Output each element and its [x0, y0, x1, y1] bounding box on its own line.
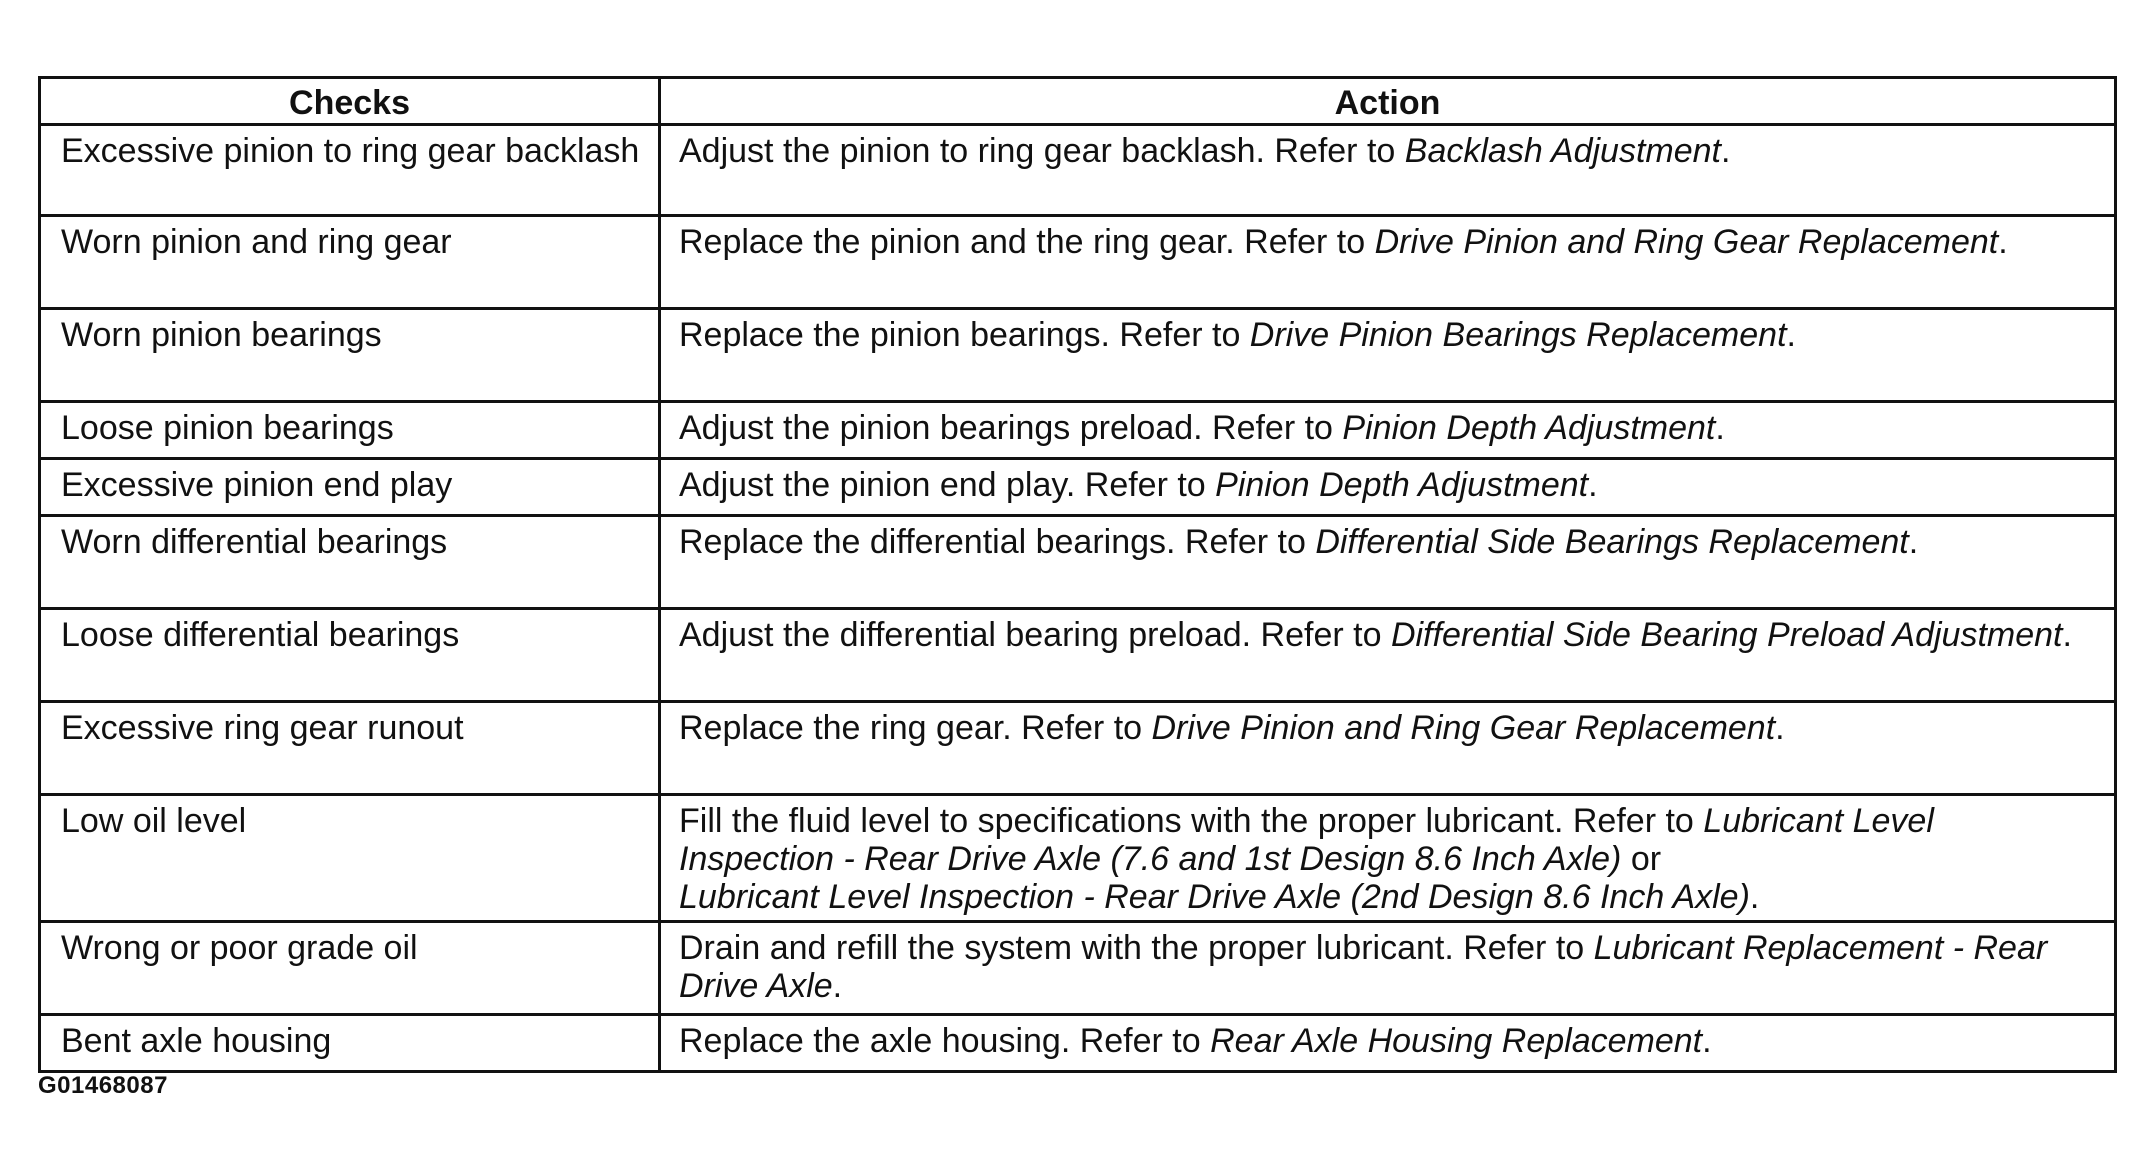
check-cell: Excessive pinion end play	[40, 459, 660, 516]
action-text: Drain and refill the system with the proper lubricant. Refer to	[679, 929, 1594, 967]
action-text: Adjust the pinion bearings preload. Refer to	[679, 409, 1343, 447]
check-cell: Wrong or poor grade oil	[40, 922, 660, 1015]
check-cell: Bent axle housing	[40, 1015, 660, 1072]
table-header-row	[40, 78, 2116, 125]
table-row	[40, 402, 2116, 459]
reference-link: Drive Pinion Bearings Replacement	[1249, 316, 1787, 354]
action-cell	[660, 216, 2116, 309]
action-cell	[660, 1015, 2116, 1072]
check-cell: Loose pinion bearings	[40, 402, 660, 459]
action-text: Fill the fluid level to specifications with the proper lubricant. Refer to	[679, 802, 1704, 840]
action-text: Replace the axle housing. Refer to	[679, 1022, 1211, 1060]
table-row	[40, 216, 2116, 309]
table-row	[40, 609, 2116, 702]
action-tail: .	[1775, 709, 1785, 747]
reference-link: Lubricant Replacement - Rear Drive Axle	[679, 929, 2048, 1005]
table-row	[40, 702, 2116, 795]
action-tail: .	[1998, 223, 2008, 261]
action-tail: .	[1721, 132, 1731, 170]
reference-link: Backlash Adjustment	[1404, 132, 1721, 170]
action-cell	[660, 309, 2116, 402]
action-text: Adjust the pinion to ring gear backlash. Refer to	[679, 132, 1405, 170]
table-row	[40, 1015, 2116, 1072]
table-row	[40, 795, 2116, 922]
action-tail: .	[1715, 409, 1725, 447]
action-cell	[660, 795, 2116, 922]
action-tail: .	[832, 967, 843, 1005]
action-text: Adjust the pinion end play. Refer to	[679, 466, 1216, 504]
reference-link: Rear Axle Housing Replacement	[1210, 1022, 1703, 1060]
check-cell: Low oil level	[40, 795, 660, 922]
header-action: Action	[660, 78, 2116, 125]
action-tail: .	[1786, 316, 1796, 354]
action-tail: .	[1588, 466, 1598, 504]
table-row	[40, 516, 2116, 609]
action-text: Replace the differential bearings. Refer to	[679, 523, 1316, 561]
action-mid: or	[1621, 840, 1662, 878]
reference-link: Lubricant Level Inspection - Rear Drive Axle (7.6 and 1st Design 8.6 Inch Axle)	[679, 802, 1934, 878]
diagnostic-table	[38, 76, 2117, 1073]
action-tail: .	[1749, 878, 1760, 916]
action-text: Replace the pinion and the ring gear. Refer to	[679, 223, 1375, 261]
action-tail: .	[2062, 616, 2072, 654]
action-text: Replace the pinion bearings. Refer to	[679, 316, 1250, 354]
check-cell: Excessive pinion to ring gear backlash	[40, 125, 660, 216]
action-cell	[660, 402, 2116, 459]
action-cell	[660, 125, 2116, 216]
check-cell: Excessive ring gear runout	[40, 702, 660, 795]
reference-link: Pinion Depth Adjustment	[1342, 409, 1716, 447]
action-cell	[660, 459, 2116, 516]
table-row	[40, 922, 2116, 1015]
action-text: Adjust the differential bearing preload. Refer to	[679, 616, 1391, 654]
reference-link: Drive Pinion and Ring Gear Replacement	[1151, 709, 1776, 747]
check-cell: Worn pinion bearings	[40, 309, 660, 402]
reference-link: Differential Side Bearings Replacement	[1315, 523, 1909, 561]
reference-link: Differential Side Bearing Preload Adjustment	[1390, 616, 2063, 654]
table-row	[40, 125, 2116, 216]
action-cell	[660, 609, 2116, 702]
action-tail: .	[1908, 523, 1919, 561]
reference-link: Pinion Depth Adjustment	[1215, 466, 1589, 504]
header-checks: Checks	[40, 78, 660, 125]
action-cell	[660, 702, 2116, 795]
figure-id: G01468087	[38, 1072, 168, 1099]
action-text: Replace the ring gear. Refer to	[679, 709, 1152, 747]
action-tail: .	[1702, 1022, 1712, 1060]
check-cell: Worn differential bearings	[40, 516, 660, 609]
reference-link-2: Lubricant Level Inspection - Rear Drive Axle (2nd Design 8.6 Inch Axle)	[679, 878, 1750, 916]
check-cell: Worn pinion and ring gear	[40, 216, 660, 309]
check-cell: Loose differential bearings	[40, 609, 660, 702]
reference-link: Drive Pinion and Ring Gear Replacement	[1374, 223, 1999, 261]
action-cell	[660, 922, 2116, 1015]
table-row	[40, 309, 2116, 402]
table-row	[40, 459, 2116, 516]
action-cell	[660, 516, 2116, 609]
